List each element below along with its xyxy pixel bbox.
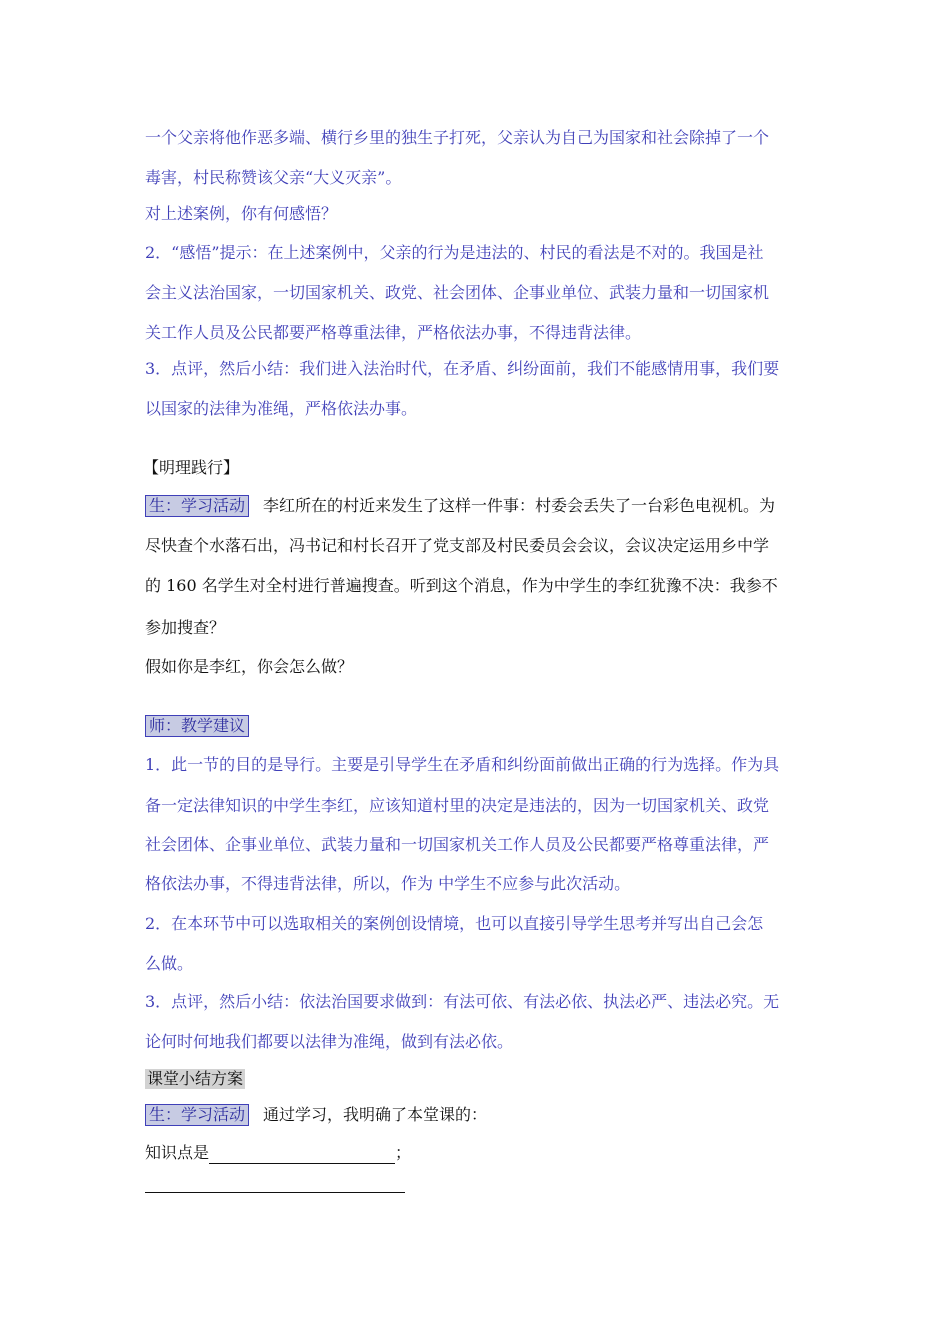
- teacher-s2-line-2: 么做。: [145, 954, 194, 973]
- knowledge-end: ；: [395, 1143, 412, 1162]
- case-text-line-2: 毒害，村民称赞该父亲“大义灭亲”。: [145, 168, 402, 187]
- teacher-tag: 师：教学建议: [145, 715, 249, 737]
- teacher-s2-line-1: 2．在本环节中可以选取相关的案例创设情境，也可以直接引导学生思考并写出自己会怎: [145, 914, 764, 933]
- summary-intro: 通过学习，我明确了本堂课的：: [263, 1105, 488, 1124]
- teacher-s3-line-1: 3．点评，然后小结：依法治国要求做到：有法可依、有法必依、执法必严、违法必究。无: [145, 992, 780, 1011]
- summary-activity-line: [145, 1104, 487, 1126]
- point3-line-2: 以国家的法律为准绳，严格依法办事。: [145, 399, 418, 418]
- knowledge-label: 知识点是: [145, 1143, 210, 1162]
- summary-activity-tag: 生：学习活动: [145, 1104, 249, 1126]
- teacher-s1-line-3: 社会团体、企事业单位、武装力量和一切国家机关工作人员及公民都要严格尊重法律，严: [145, 835, 770, 854]
- point3-line-1: 3．点评，然后小结：我们进入法治时代，在矛盾、纠纷面前，我们不能感情用事，我们要: [145, 359, 780, 378]
- summary-heading-line: [145, 1068, 245, 1090]
- teacher-s1-line-4: 格依法办事，不得违背法律，所以，作为 中学生不应参与此次活动。: [145, 874, 631, 893]
- student-activity-line-4: 参加搜查？: [145, 618, 226, 637]
- point2-line-2: 会主义法治国家，一切国家机关、政党、社会团体、企事业单位、武装力量和一切国家机: [145, 283, 770, 302]
- student-activity-line-3: 的 160 名学生对全村进行普遍搜查。听到这个消息，作为中学生的李红犹豫不决：我参不: [145, 576, 778, 595]
- student-activity-line-2: 尽快查个水落石出，冯书记和村长召开了党支部及村民委员会会议，会议决定运用乡中学: [145, 536, 770, 555]
- teacher-s1-line-1: 1．此一节的目的是导行。主要是引导学生在矛盾和纠纷面前做出正确的行为选择。作为具: [145, 755, 780, 774]
- knowledge-line: [145, 1142, 411, 1164]
- point2-line-1: 2．“感悟”提示：在上述案例中，父亲的行为是违法的、村民的看法是不对的。我国是社: [145, 243, 764, 262]
- student-activity-text-1: 李红所在的村近来发生了这样一件事：村委会丢失了一台彩色电视机。为: [263, 496, 776, 515]
- teacher-s3-line-2: 论何时何地我们都要以法律为准绳，做到有法必依。: [145, 1032, 514, 1051]
- teacher-tag-line: [145, 715, 263, 737]
- section-heading: 【明理践行】: [143, 458, 240, 477]
- teacher-s1-line-2: 备一定法律知识的中学生李红，应该知道村里的决定是违法的，因为一切国家机关、政党: [145, 796, 770, 815]
- case-text-line-1: 一个父亲将他作恶多端、横行乡里的独生子打死，父亲认为自己为国家和社会除掉了一个: [145, 128, 770, 147]
- summary-heading: 课堂小结方案: [147, 1069, 244, 1088]
- student-activity-question: 假如你是李红，你会怎么做？: [145, 657, 354, 676]
- student-activity-line-1: [145, 495, 775, 517]
- case-question: 对上述案例，你有何感悟？: [145, 204, 338, 223]
- point2-line-3: 关工作人员及公民都要严格尊重法律，严格依法办事，不得违背法律。: [145, 323, 642, 342]
- student-activity-tag: 生：学习活动: [145, 495, 249, 517]
- knowledge-blank[interactable]: [209, 1147, 395, 1164]
- answer-blank-line[interactable]: [145, 1192, 405, 1193]
